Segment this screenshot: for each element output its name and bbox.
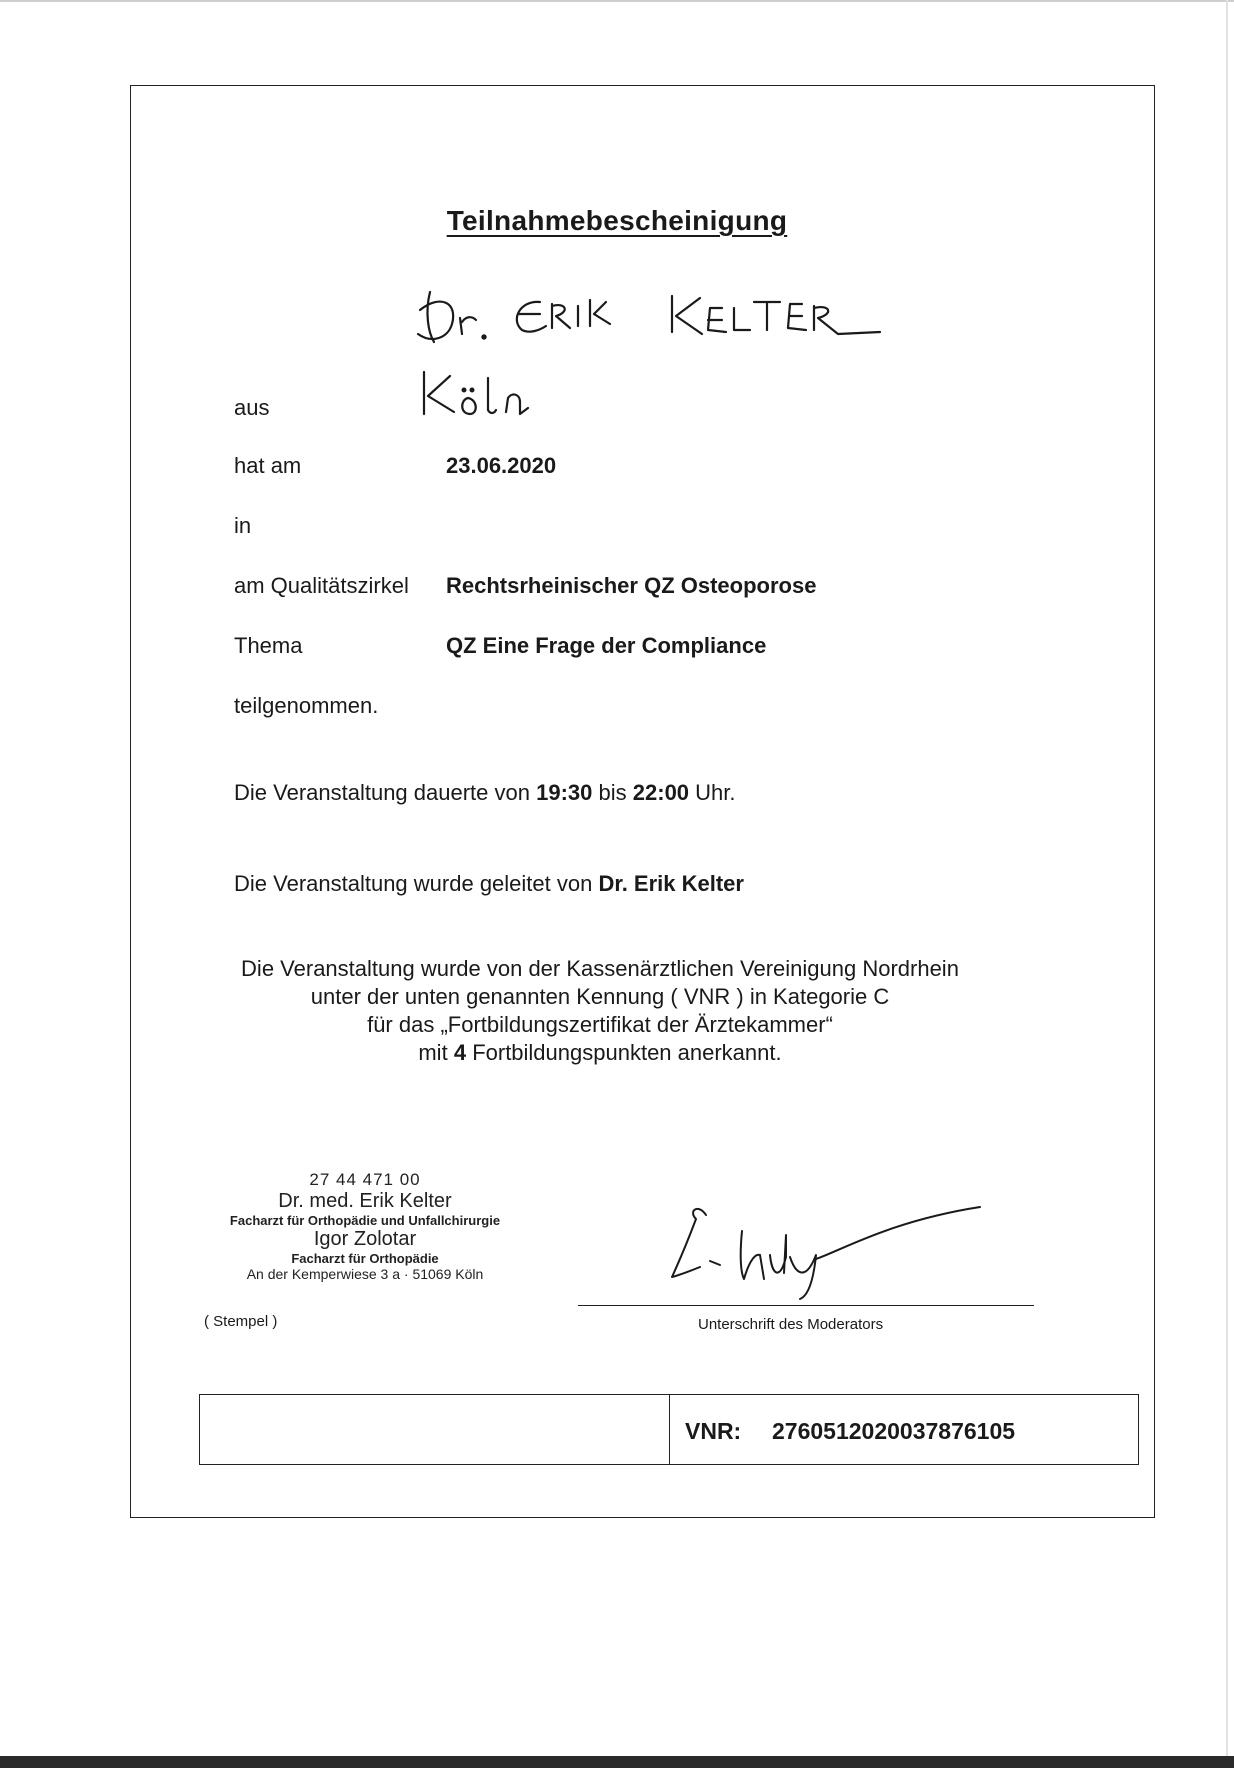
recognition-points: 4 <box>453 1040 467 1065</box>
date-value: 23.06.2020 <box>446 453 557 478</box>
led-by-name: Dr. Erik Kelter <box>598 871 744 896</box>
scan-edge-bottom <box>0 1756 1234 1768</box>
in-label: in <box>234 513 252 538</box>
stamp-number: 27 44 471 00 <box>309 1170 421 1189</box>
aus-label: aus <box>234 395 270 420</box>
document-title: Teilnahmebescheinigung <box>446 205 788 236</box>
date-label: hat am <box>234 453 302 478</box>
vnr-label: VNR: <box>685 1418 742 1444</box>
stamp-label: ( Stempel ) <box>204 1313 278 1330</box>
scan-edge-top <box>0 0 1234 2</box>
participated-text: teilgenommen. <box>234 693 379 718</box>
moderator-signature <box>660 1195 1000 1305</box>
stamp-address: An der Kemperwiese 3 a · 51069 Köln <box>246 1266 484 1282</box>
practice-stamp <box>200 1170 530 1282</box>
recognition-line-1: Die Veranstaltung wurde von der Kassenärztlichen Vereinigung Nordrhein <box>241 956 959 981</box>
handwritten-city <box>416 368 556 428</box>
duration-suffix: Uhr. <box>695 780 736 805</box>
duration-end: 22:00 <box>632 780 690 805</box>
duration-middle: bis <box>598 780 627 805</box>
led-by-prefix: Die Veranstaltung wurde geleitet von <box>234 871 593 896</box>
topic-label: Thema <box>234 633 303 658</box>
signature-line <box>578 1305 1034 1306</box>
topic-value: QZ Eine Frage der Compliance <box>446 633 767 658</box>
duration-line <box>234 780 736 806</box>
recognition-line-2: unter der unten genannten Kennung ( VNR ) in Kategorie C <box>310 984 890 1009</box>
vnr-value: 2760512020037876105 <box>772 1418 1016 1444</box>
stamp-doctor: Dr. med. Erik Kelter <box>278 1190 452 1212</box>
duration-start: 19:30 <box>536 780 593 805</box>
signature-label: Unterschrift des Moderators <box>698 1316 884 1333</box>
vnr-box-divider <box>669 1394 670 1465</box>
recognition-line-4-suffix: Fortbildungspunkten anerkannt. <box>472 1040 782 1065</box>
recognition-line-4-prefix: mit <box>418 1040 448 1065</box>
recognition-line-4 <box>230 1039 970 1067</box>
recognition-paragraph <box>230 955 970 1067</box>
stamp-doctor-specialty: Facharzt für Orthopädie und Unfallchirurgie <box>229 1213 501 1228</box>
stamp-partner-specialty: Facharzt für Orthopädie <box>291 1251 439 1266</box>
stamp-partner: Igor Zolotar <box>313 1228 417 1250</box>
led-by-line <box>234 871 744 897</box>
circle-label: am Qualitätszirkel <box>234 573 409 598</box>
circle-value: Rechtsrheinischer QZ Osteoporose <box>446 573 817 598</box>
duration-prefix: Die Veranstaltung dauerte von <box>234 780 530 805</box>
handwritten-name <box>410 282 900 352</box>
scan-edge-right <box>1226 0 1228 1756</box>
recognition-line-3: für das „Fortbildungszertifikat der Ärztekammer“ <box>367 1012 833 1037</box>
